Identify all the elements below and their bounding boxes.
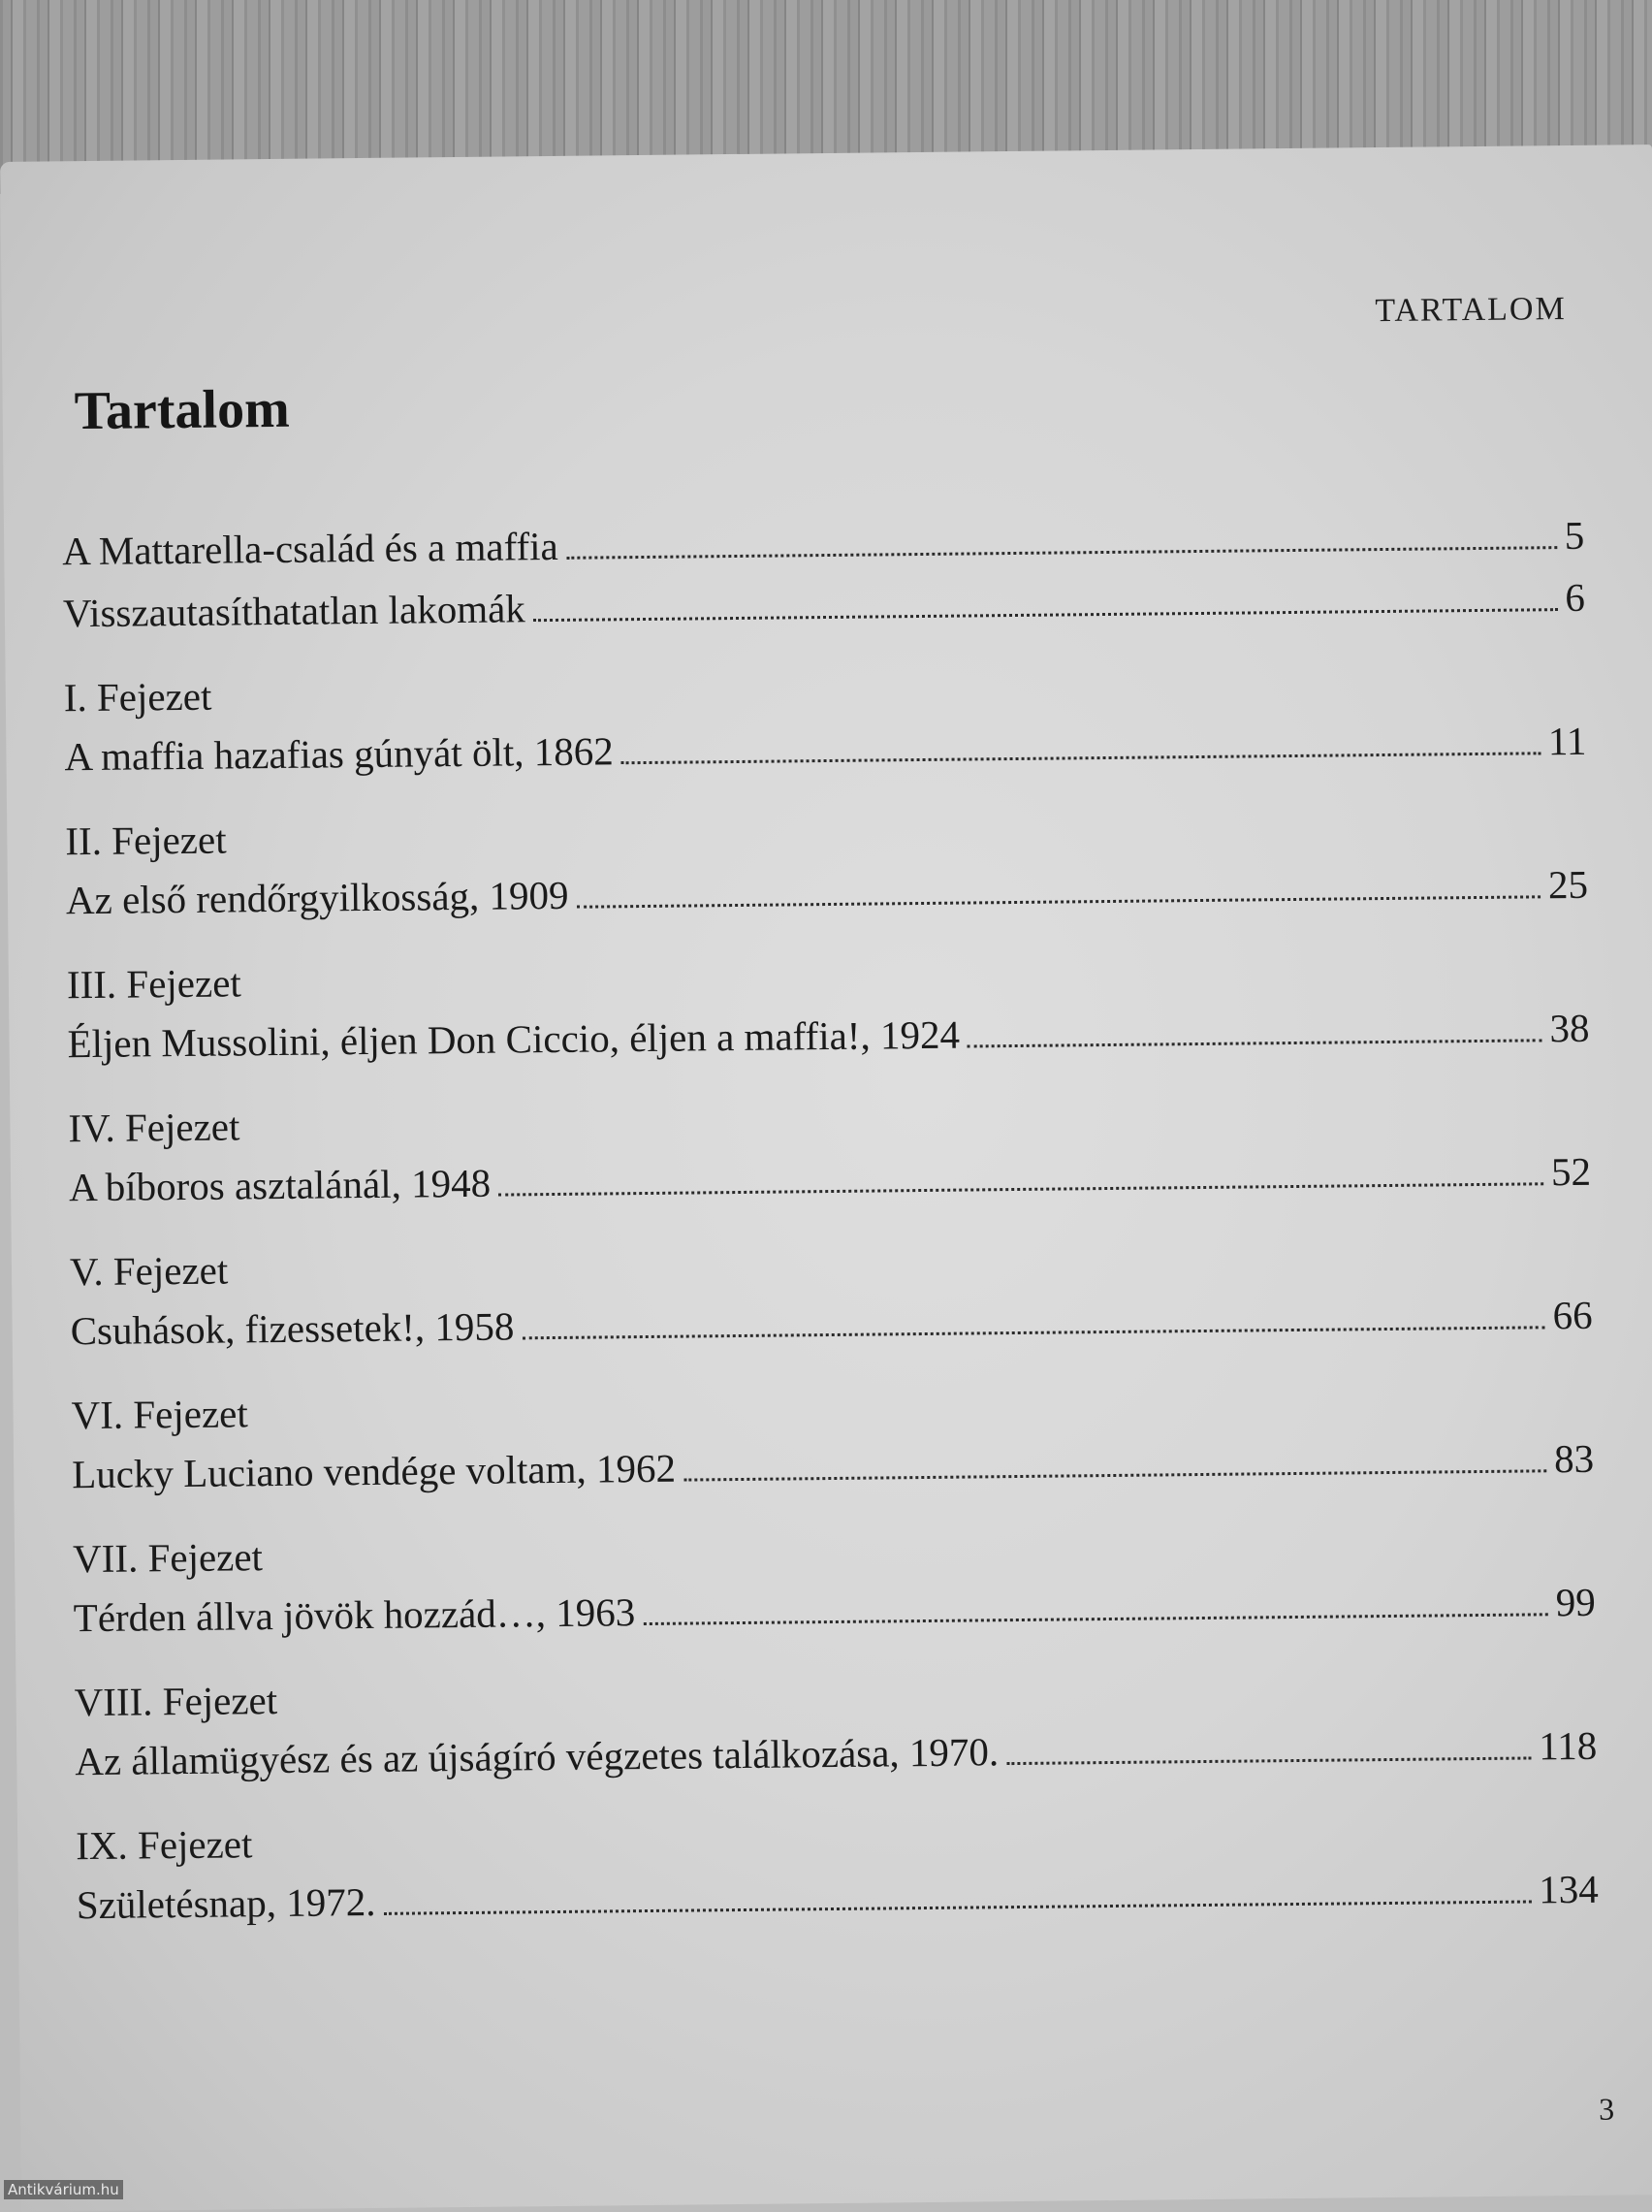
dot-leader: [621, 752, 1541, 764]
chapter-entry: [74, 1658, 1597, 1792]
entry-title: Az államügyész és az újságíró végzetes találkozása, 1970.: [75, 1729, 1000, 1784]
entry-page-number: 66: [1552, 1292, 1593, 1338]
entry-page-number: 25: [1547, 861, 1589, 908]
chapter-label: VIII. Fejezet: [74, 1678, 278, 1725]
entry-page-number: 99: [1555, 1579, 1596, 1625]
chapter-label: III. Fejezet: [66, 960, 242, 1008]
chapter-label: II. Fejezet: [65, 817, 227, 864]
entry-page-number: 52: [1550, 1148, 1592, 1195]
entry-page-number: 134: [1539, 1866, 1600, 1912]
entry-page-number: 5: [1564, 512, 1585, 559]
dot-leader: [498, 1182, 1543, 1196]
entry-title: Lucky Luciano vendége voltam, 1962: [71, 1445, 677, 1497]
chapter-label: VI. Fejezet: [71, 1391, 248, 1438]
chapter-entry: [67, 941, 1590, 1074]
dot-leader: [1006, 1756, 1531, 1765]
chapter-label: I. Fejezet: [63, 673, 212, 721]
page-title: Tartalom: [74, 378, 290, 442]
chapter-entry: [65, 797, 1588, 931]
entry-title: Térden állva jövök hozzád…, 1963: [73, 1589, 636, 1641]
dot-leader: [577, 895, 1541, 908]
chapter-label: VII. Fejezet: [72, 1534, 264, 1582]
intro-entries: [62, 504, 1585, 644]
chapter-entry: [71, 1371, 1594, 1505]
entry-title: Csuhások, fizessetek!, 1958: [70, 1303, 515, 1354]
dot-leader: [566, 546, 1557, 560]
entry-page-number: 11: [1547, 718, 1587, 764]
entry-page-number: 38: [1549, 1005, 1590, 1051]
dot-leader: [523, 1326, 1545, 1339]
watermark: Antikvárium.hu: [4, 2180, 123, 2199]
entry-title: A Mattarella-család és a maffia: [62, 523, 558, 574]
chapter-entry: [70, 1228, 1593, 1362]
dot-leader: [968, 1039, 1542, 1047]
entry-page-number: 6: [1565, 574, 1586, 621]
book-page: [0, 144, 1652, 2212]
dot-leader: [384, 1900, 1532, 1914]
chapter-label: IX. Fejezet: [75, 1821, 253, 1869]
dot-leader: [683, 1469, 1546, 1481]
dot-leader: [533, 608, 1558, 622]
chapter-label: IV. Fejezet: [68, 1104, 240, 1151]
entry-title: A maffia hazafias gúnyát ölt, 1862: [64, 728, 614, 780]
dot-leader: [643, 1613, 1547, 1625]
running-head: TARTALOM: [1375, 291, 1567, 330]
entry-title: Az első rendőrgyilkosság, 1909: [65, 872, 569, 923]
entry-title: A bíboros asztalánál, 1948: [68, 1160, 492, 1210]
chapter-entry: [68, 1084, 1591, 1218]
entry-title: Születésnap, 1972.: [76, 1878, 376, 1928]
page-number: 3: [1598, 2091, 1615, 2127]
entry-page-number: 83: [1553, 1435, 1595, 1482]
table-of-contents: [62, 504, 1599, 1936]
chapter-entry: [73, 1515, 1596, 1649]
chapter-entry: [64, 654, 1587, 787]
chapter-label: V. Fejezet: [69, 1247, 229, 1295]
chapter-entry: [76, 1802, 1599, 1936]
entry-title: Éljen Mussolini, éljen Don Ciccio, éljen a maffia!, 1924: [67, 1011, 961, 1067]
entry-title: Visszautasíthatatlan lakomák: [62, 586, 526, 636]
entry-page-number: 118: [1539, 1722, 1598, 1769]
